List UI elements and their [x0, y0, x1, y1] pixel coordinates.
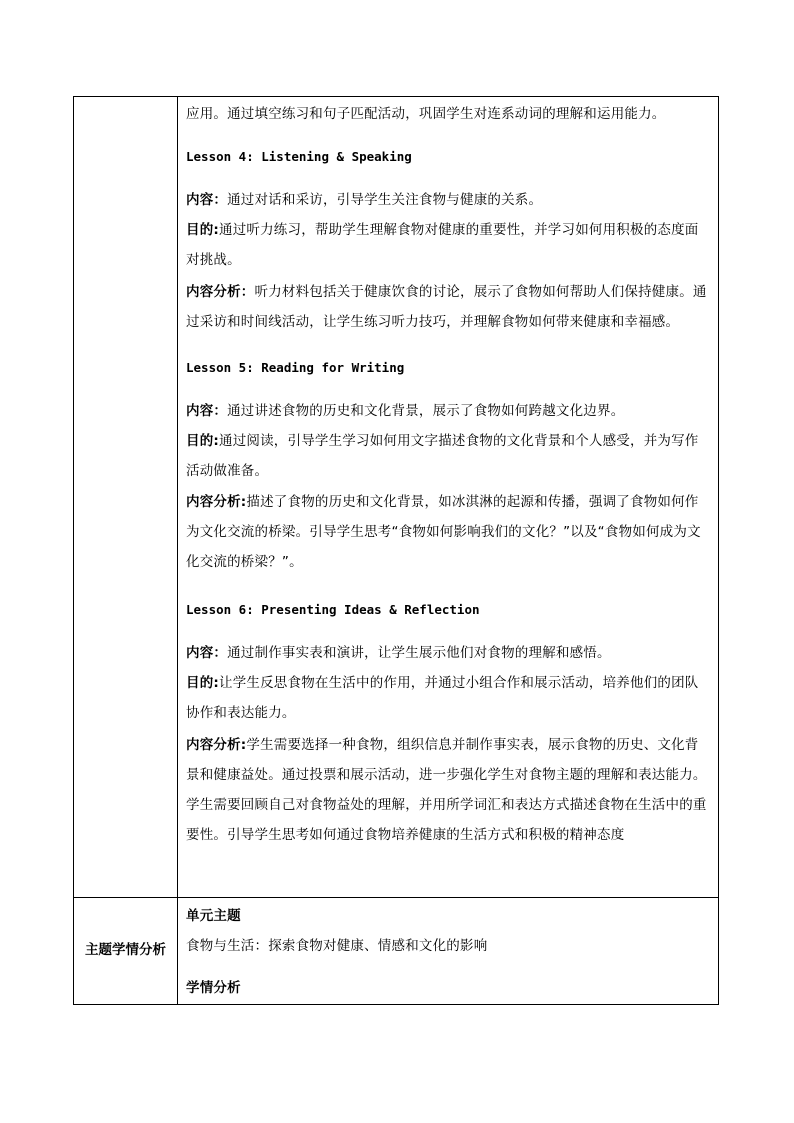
- table-row: [74, 97, 719, 898]
- lesson-5-title: Lesson 5: Reading for Writing: [186, 360, 405, 375]
- analysis-text: 听力材料包括关于健康饮食的讨论，展示了食物如何帮助人们保持健康。通过采访和时间线活动，让学生练习听力技巧，并理解食物如何带来健康和幸福感。: [186, 284, 707, 330]
- theme-label-cell: [74, 898, 178, 1005]
- lesson-5-content: [186, 396, 708, 426]
- content-label: 内容：: [186, 403, 228, 419]
- lesson-6-content: [186, 638, 708, 668]
- analysis-label: 内容分析:: [186, 494, 247, 510]
- lesson-4-purpose: [186, 215, 708, 275]
- empty-left-cell: [74, 97, 178, 898]
- purpose-text: 通过阅读，引导学生学习如何用文字描述食物的文化背景和个人感受，并为写作活动做准备。: [186, 433, 699, 479]
- purpose-text: 通过听力练习，帮助学生理解食物对健康的重要性，并学习如何用积极的态度面对挑战。: [186, 222, 699, 268]
- analysis-text: 学生需要选择一种食物，组织信息并制作事实表，展示食物的历史、文化背景和健康益处。通过投票和展示活动，进一步强化学生对食物主题的理解和表达能力。学生需要回顾自己对食物益处的理解，并用所学词汇和表达方式描述食物在生活中的重要性。引导学生思考如何通过食物培养健康的生活方式和积极的精神态度: [186, 737, 707, 843]
- content-label: 内容：: [186, 645, 228, 661]
- content-text: 通过制作事实表和演讲，让学生展示他们对食物的理解和感悟。: [227, 645, 611, 661]
- unit-theme-text: 食物与生活：探索食物对健康、情感和文化的影响: [186, 938, 488, 954]
- intro-paragraph: 应用。通过填空练习和句子匹配活动，巩固学生对连系动词的理解和运用能力。: [186, 106, 666, 122]
- table-row: [74, 898, 719, 1005]
- lesson-6-analysis: [186, 730, 708, 850]
- lesson-4-content: [186, 185, 708, 215]
- lesson-plan-table: [73, 96, 719, 1005]
- purpose-text: 让学生反思食物在生活中的作用，并通过小组合作和展示活动，培养他们的团队协作和表达能力。: [186, 675, 699, 721]
- lesson-6-purpose: [186, 668, 708, 728]
- content-text: 通过讲述食物的历史和文化背景，展示了食物如何跨越文化边界。: [227, 403, 625, 419]
- lesson-5-purpose: [186, 426, 708, 486]
- analysis-text: 描述了食物的历史和文化背景，如冰淇淋的起源和传播，强调了食物如何作为文化交流的桥梁。引导学生思考“食物如何影响我们的文化？”以及“食物如何成为文化交流的桥梁？”。: [186, 494, 701, 570]
- theme-analysis-label: 主题学情分析: [85, 942, 166, 958]
- content-text: 通过对话和采访，引导学生关注食物与健康的关系。: [227, 192, 543, 208]
- lesson-6-title: Lesson 6: Presenting Ideas & Reflection: [186, 602, 480, 617]
- analysis-label: 内容分析：: [186, 284, 255, 300]
- lesson-4-analysis: [186, 277, 708, 337]
- purpose-label: 目的:: [186, 675, 219, 691]
- purpose-label: 目的:: [186, 222, 219, 238]
- content-label: 内容：: [186, 192, 228, 208]
- purpose-label: 目的:: [186, 433, 219, 449]
- analysis-heading: 学情分析: [186, 980, 241, 996]
- unit-theme-heading: 单元主题: [186, 908, 241, 924]
- lesson-4-title: Lesson 4: Listening & Speaking: [186, 149, 412, 164]
- lesson-5-analysis: [186, 487, 708, 577]
- lessons-cell: [178, 97, 719, 898]
- theme-content-cell: [178, 898, 719, 1005]
- analysis-label: 内容分析:: [186, 737, 247, 753]
